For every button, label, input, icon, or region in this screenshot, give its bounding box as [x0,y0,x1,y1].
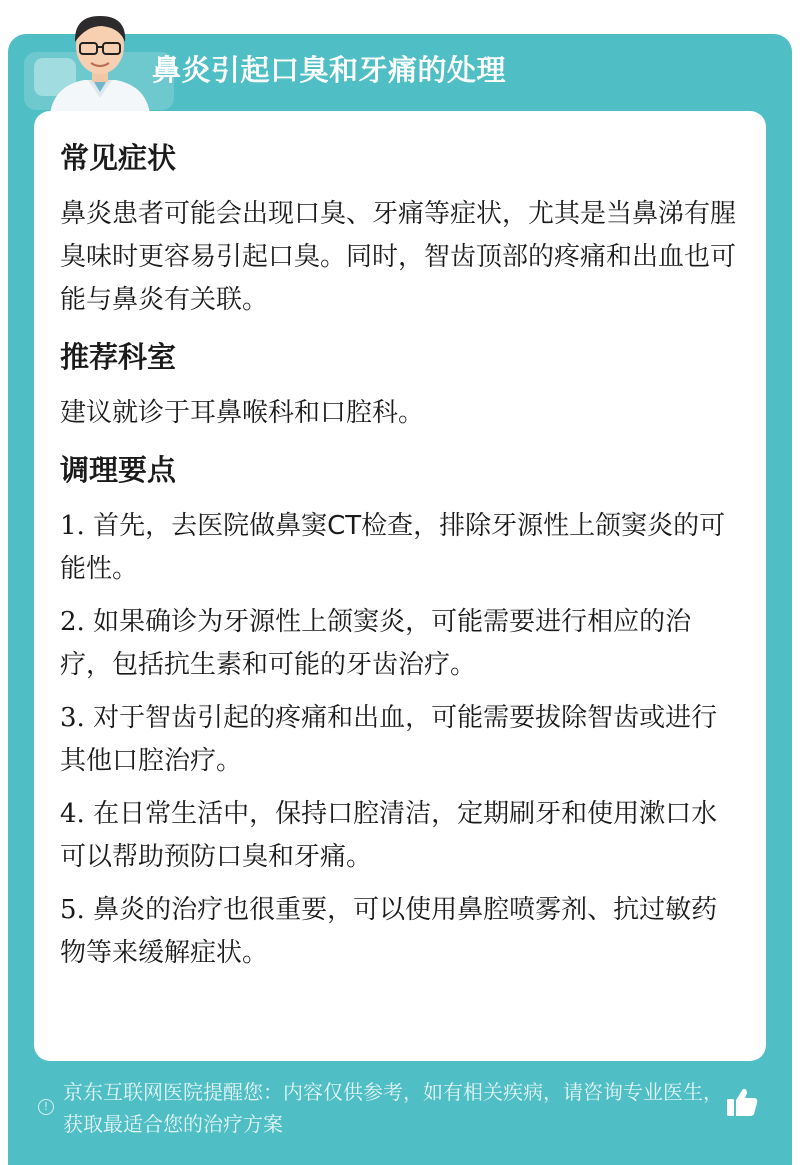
list-item-number: 5. [60,895,85,925]
list-item-text: 首先，去医院做鼻窦CT检查，排除牙源性上颌窦炎的可能性。 [60,511,726,584]
thumbs-up-icon[interactable] [724,1084,760,1120]
list-item [60,889,740,975]
section-heading-department: 推荐科室 [60,340,177,374]
list-item [60,793,740,879]
section-heading-symptoms: 常见症状 [60,141,177,175]
list-item [60,697,740,783]
content-body [60,135,740,985]
list-item [60,505,740,591]
section-heading-care: 调理要点 [60,453,177,487]
page-title: 鼻炎引起口臭和牙痛的处理 [152,53,507,87]
symptoms-text: 鼻炎患者可能会出现口臭、牙痛等症状，尤其是当鼻涕有腥臭味时更容易引起口臭。同时，智齿顶部的疼痛和出血也可能与鼻炎有关联。 [60,199,737,315]
list-item-text: 对于智齿引起的疼痛和出血，可能需要拔除智齿或进行其他口腔治疗。 [60,703,718,776]
list-item-number: 2. [60,607,85,637]
list-item [60,601,740,687]
department-text: 建议就诊于耳鼻喉科和口腔科。 [60,398,425,428]
info-icon: ! [38,1099,54,1115]
footer-disclaimer: 京东互联网医院提醒您：内容仅供参考，如有相关疾病，请咨询专业医生，获取最适合您的治疗方案 [63,1080,723,1136]
doctor-avatar [44,8,156,114]
list-item-number: 4. [60,799,85,829]
list-item-text: 在日常生活中，保持口腔清洁，定期刷牙和使用漱口水可以帮助预防口臭和牙痛。 [60,799,718,872]
list-item-text: 鼻炎的治疗也很重要，可以使用鼻腔喷雾剂、抗过敏药物等来缓解症状。 [60,895,718,968]
list-item-number: 1. [60,511,85,541]
content-card [34,111,766,1061]
list-item-text: 如果确诊为牙源性上颌窦炎，可能需要进行相应的治疗，包括抗生素和可能的牙齿治疗。 [60,607,692,680]
list-item-number: 3. [60,703,85,733]
